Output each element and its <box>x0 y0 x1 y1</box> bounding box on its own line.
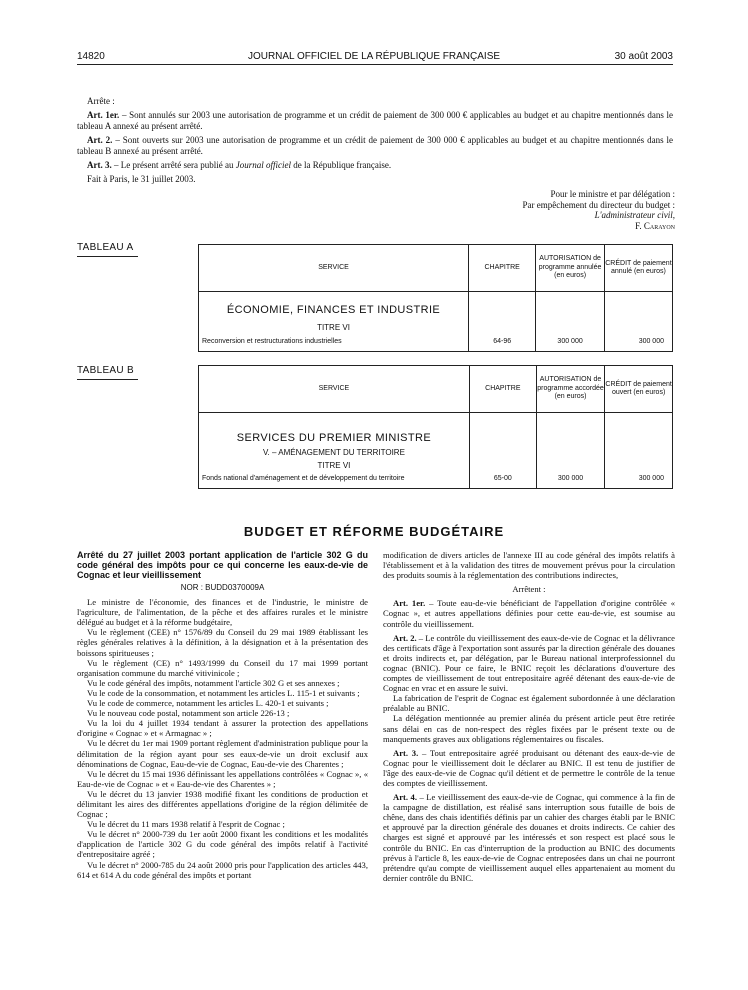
journal-name: Journal officiel <box>235 160 291 170</box>
article-paragraph <box>383 693 675 713</box>
article-paragraph <box>383 792 675 883</box>
paragraph: Vu le décret du 13 janvier 1938 modifié fixant les conditions de production et délimitant les aires des différentes appellations d'origine de la région délimitée de Cognac ; <box>77 788 368 820</box>
titre-label: TITRE VI <box>317 323 350 333</box>
row-label: Fonds national d'aménagement et de développement du territoire <box>202 474 405 482</box>
article-label: Art. 1er. <box>393 598 426 609</box>
article-list <box>383 598 675 883</box>
header-rule <box>77 64 673 65</box>
col-header-service: SERVICE <box>199 245 469 292</box>
paragraph: Vu le code général des impôts, notamment l'article 302 G et ses annexes ; <box>87 677 340 688</box>
tableau-a-label: TABLEAU A <box>77 242 134 253</box>
table-header-row <box>199 245 673 292</box>
paragraph: Vu le décret du 11 mars 1938 relatif à l'esprit de Cognac ; <box>87 819 285 830</box>
paragraph: Vu le règlement (CE) n° 1493/1999 du Conseil du 17 mai 1999 portant organisation commune du marché vitivinicole ; <box>77 657 368 678</box>
article-3 <box>77 160 673 171</box>
article-label: Art. 4. <box>393 792 417 803</box>
arrete-title: Arrêté du 27 juillet 2003 portant application de l'article 302 G du code général des impôts pour ce qui concerne les eaux-de-vie de Cognac et leur vieillissement <box>77 550 368 580</box>
paragraph: Vu la loi du 4 juillet 1934 tendant à assurer la protection des appellations d'origine « Cognac » et « Armagnac » ; <box>77 718 368 739</box>
left-column <box>77 550 368 880</box>
autorisation-cell: 300 000 <box>536 413 604 489</box>
article-text: – Toute eau-de-vie bénéficiant de l'appellation d'origine contrôlée « Cognac », et autres appellations définies pour cette eau-de-vie, est soumise au contrôle du vieillissement. <box>383 598 675 629</box>
intro-paragraph: modification de divers articles de l'annexe III au code général des impôts relatifs à l'établissement et à la validation des titres de mouvement prévus pour la circulation des produits soumis à la réglementation des contributions indirectes, <box>383 550 675 581</box>
col-header-chapitre: CHAPITRE <box>469 366 536 413</box>
table-header-row <box>199 366 673 413</box>
section-title: BUDGET ET RÉFORME BUDGÉTAIRE <box>243 524 505 539</box>
signatory-name: F. Carayon <box>635 220 675 231</box>
paragraph: Vu le règlement (CEE) n° 1576/89 du Conseil du 29 mai 1989 établissant les règles générales relatives à la définition, à la désignation et à la présentation des boissons spiritueuses ; <box>77 627 368 658</box>
article-text: – Le présent arrêté sera publié au <box>111 160 236 170</box>
table-row <box>199 413 673 489</box>
tableau-a-underline <box>77 256 138 257</box>
article-text: La délégation mentionnée au premier alinéa du présent article peut être retirée sans délai en cas de non-respect des règles fixées par le présent texte ou de manquements graves aux obligations réglementaires ou fiscales. <box>383 713 675 744</box>
section-label: V. – AMÉNAGEMENT DU TERRITOIRE <box>262 448 405 458</box>
page-number: 14820 <box>77 51 105 62</box>
article-label: Art. 1er. <box>87 110 120 120</box>
service-cell <box>199 292 469 352</box>
col-header-autorisation: AUTORISATION de programme accordée (en euros) <box>536 366 604 413</box>
signature-line: Par empêchement du directeur du budget : <box>522 199 675 210</box>
article-paragraph <box>383 633 675 694</box>
col-header-autorisation: AUTORISATION de programme annulée (en euros) <box>536 245 605 292</box>
signature-line: Pour le ministre et par délégation : <box>550 189 675 199</box>
fait-line: Fait à Paris, le 31 juillet 2003. <box>87 174 196 184</box>
tableau-b-underline <box>77 379 138 380</box>
ministry-name: SERVICES DU PREMIER MINISTRE <box>236 432 432 445</box>
right-column <box>383 550 675 883</box>
table-row <box>199 292 673 352</box>
article-text: – Le contrôle du vieillissement des eaux-de-vie de Cognac et la délivrance des certificats d'âge à l'exportation sont assurés par la direction générale des douanes et droits indirects et, par délégation, par le Bureau national interprofessionnel du cognac (BNIC). Pour ce faire, le BNIC reçoit les déclarations d'ouverture des comptes de vieillissement de tout entrepositaire agréé détenant des eaux-de-vie de Cognac en vrac et en assure le suivi. <box>383 632 675 694</box>
article-text: La fabrication de l'esprit de Cognac est également subordonnée à une déclaration préalable au BNIC. <box>383 693 675 714</box>
arrete-line: Arrête : <box>87 96 115 106</box>
col-header-chapitre: CHAPITRE <box>469 245 536 292</box>
arretent-line: Arrêtent : <box>512 584 546 595</box>
titre-label: TITRE VI <box>317 461 351 471</box>
paragraph: Vu le code de la consommation, et notamment les articles L. 115-1 et suivants ; <box>87 687 360 698</box>
signature-line: L'administrateur civil, <box>594 210 675 220</box>
journal-title: JOURNAL OFFICIEL DE LA RÉPUBLIQUE FRANÇAISE <box>247 51 501 62</box>
chapitre-cell: 65-00 <box>469 413 536 489</box>
top-decree <box>77 96 673 188</box>
paragraph: Vu le code de commerce, notamment les articles L. 420-1 et suivants ; <box>87 698 329 709</box>
paragraph: Vu le décret n° 2000-785 du 24 août 2000 pris pour l'application des articles 443, 614 et 614 A du code général des impôts et portant <box>77 859 368 880</box>
chapitre-cell: 64-96 <box>469 292 536 352</box>
paragraph-list <box>77 597 368 880</box>
row-label: Reconversion et restructurations industrielles <box>202 337 342 345</box>
paragraph: Vu le décret du 1er mai 1909 portant règlement d'administration publique pour la délimitation de la région ayant pour ses eaux-de-vie un droit exclusif aux dénominations de Cognac, Eau-de-vie de Cognac, Eau-de-vie des Charentes ; <box>77 738 368 769</box>
paragraph: Vu le décret du 15 mai 1936 définissant les appellations contrôlées « Cognac », « Eau-de-vie de Cognac » et « Eau-de-vie des Charentes » ; <box>77 768 368 789</box>
article-paragraph <box>383 598 675 628</box>
credit-cell: 300 000 <box>604 292 672 352</box>
col-header-credit: CRÉDIT de paiement annulé (en euros) <box>604 245 672 292</box>
article-2 <box>77 135 673 157</box>
tableau-b-label: TABLEAU B <box>77 365 134 376</box>
article-text: – Le vieillissement des eaux-de-vie de Cognac, qui commence à la fin de la campagne de distillation, est réalisé sans interruption sous futaille de bois de chêne, dans des chais identifiés définis par un cahier des charges établi par le BNIC et approuvé par la direction générale des douanes et droits indirects. Ce cahier des charges est signé et approuvé par les intéressés et son respect est placé sous le contrôle du BNIC. En cas d'interruption de la production au BNIC des documents prévus à l'article 8, les eaux-de-vie de Cognac entreposées dans un chai ne pourront prétendre qu'au compte de vieillissement auquel elles appartenaient au moment du dernier contrôle du BNIC. <box>383 792 675 883</box>
article-text: – Sont annulés sur 2003 une autorisation de programme et un crédit de paiement de 300 000 € applicables au budget et au chapitre mentionnés dans le tableau A annexé au présent arrêté. <box>77 110 673 131</box>
paragraph: Le ministre de l'économie, des finances et de l'industrie, le ministre de l'agriculture, de l'alimentation, de la pêche et des affaires rurales et le ministre délégué au budget et à la réforme budgétaire, <box>77 597 368 628</box>
tableau-b-table <box>198 365 673 489</box>
col-header-service: SERVICE <box>199 366 470 413</box>
paragraph: Vu le nouveau code postal, notamment son article 226-13 ; <box>87 708 290 719</box>
autorisation-cell: 300 000 <box>536 292 605 352</box>
paragraph: Vu le décret n° 2000-739 du 1er août 2000 fixant les conditions et les modalités d'application de l'article 302 G du code général des impôts relatif à l'activité d'entrepositaire agréé ; <box>77 829 368 860</box>
service-cell <box>199 413 470 489</box>
credit-cell: 300 000 <box>605 413 673 489</box>
article-text: – Tout entrepositaire agréé produisant ou détenant des eaux-de-vie de Cognac pour le vieillissement doit le déclarer au BNIC. Il est tenu de justifier de l'âge des eaux-de-vie de Cognac qu'il détient et de permettre le contrôle de la tenue des comptes de vieillissement. <box>383 747 676 788</box>
col-header-credit: CRÉDIT de paiement ouvert (en euros) <box>605 366 673 413</box>
article-label: Art. 3. <box>87 160 112 170</box>
article-text: – Sont ouverts sur 2003 une autorisation de programme et un crédit de paiement de 300 000 € applicables au budget et au chapitre mentionnés dans le tableau B annexé au présent arrêté. <box>77 135 673 156</box>
issue-date: 30 août 2003 <box>614 51 673 62</box>
article-paragraph <box>383 748 675 788</box>
article-label: Art. 2. <box>393 632 417 643</box>
tableau-a-table <box>198 244 673 352</box>
ministry-name: ÉCONOMIE, FINANCES ET INDUSTRIE <box>226 303 441 316</box>
article-paragraph <box>383 713 675 743</box>
article-text: de la République française. <box>290 160 392 170</box>
nor-reference: NOR : BUDD0370009A <box>180 583 265 592</box>
article-label: Art. 2. <box>87 135 113 145</box>
signature-block <box>420 189 675 231</box>
article-1 <box>77 110 673 132</box>
article-label: Art. 3. <box>393 747 419 758</box>
